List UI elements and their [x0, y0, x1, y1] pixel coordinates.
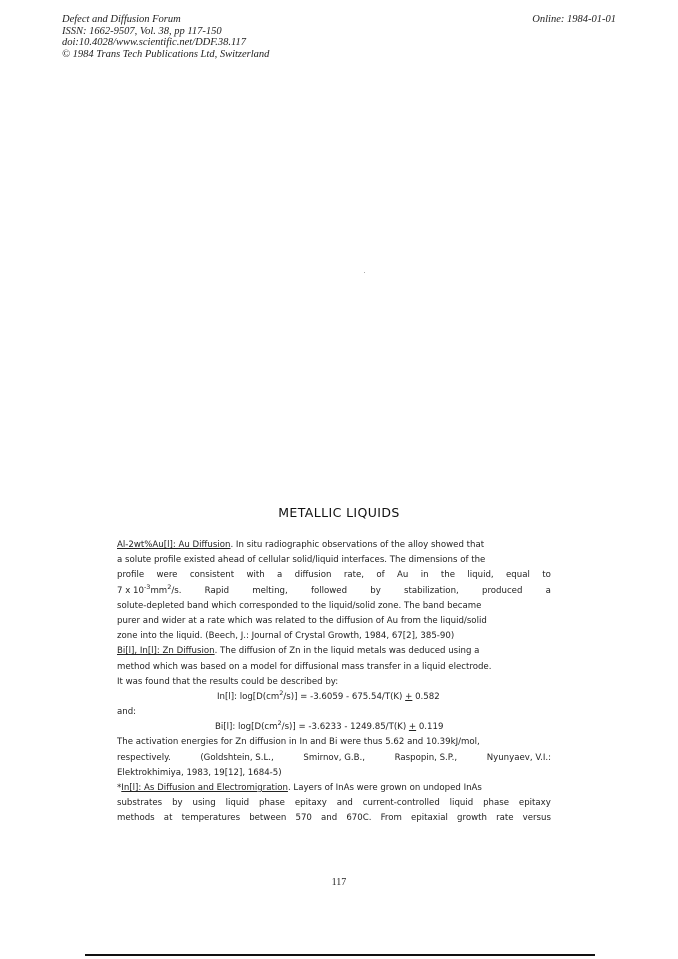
- doi-link[interactable]: doi:10.4028/www.scientific.net/DDF.38.117: [62, 37, 247, 48]
- page-number: 117: [331, 877, 347, 888]
- entry-1-line-3: profile were consistent with a diffusion rate, of Au in the liquid, equal to: [117, 570, 551, 581]
- scan-speck: [364, 272, 365, 273]
- entry-3-line-2: substrates by using liquid phase epitaxy and current-controlled liquid phase epitaxy: [117, 798, 551, 809]
- section-title: METALLIC LIQUIDS: [278, 505, 400, 520]
- entry-2-line-2: method which was based on a model for diffusional mass transfer in a liquid electrode.: [117, 661, 492, 672]
- entry-heading: Bi[l], In[l]: Zn Diffusion: [117, 646, 215, 657]
- and-connector: and:: [117, 707, 137, 718]
- entry-heading: Al-2wt%Au[l]: Au Diffusion: [117, 540, 231, 550]
- entry-2-line-1: Bi[l], In[l]: Zn Diffusion. The diffusion of Zn in the liquid metals was deduced using a: [117, 646, 480, 657]
- entry-3-line-1: *In[l]: As Diffusion and Electromigration. Layers of InAs were grown on undoped InAs: [117, 783, 482, 793]
- entry-2-line-5: respectively. (Goldshtein, S.L., Smirnov, G.B., Raspopin, S.P., Nyunyaev, V.I.:: [117, 752, 551, 763]
- copyright-notice: © 1984 Trans Tech Publications Ltd, Switzerland: [62, 48, 270, 60]
- entry-1-line-6: purer and wider at a rate which was related to the diffusion of Au from the liquid/solid: [117, 615, 487, 626]
- journal-citation-block: [62, 14, 269, 60]
- entry-heading: In[l]: As Diffusion and Electromigration: [121, 783, 288, 793]
- issn-volume-pages: ISSN: 1662-9507, Vol. 38, pp 117-150: [62, 25, 222, 37]
- equation-bi: Bi[l]: $\log[D(cm^2/s)] = -3.6233 - 1249.85/T(K) + 0.119$: [215, 719, 444, 733]
- journal-name: Defect and Diffusion Forum: [62, 14, 181, 25]
- footer-rule: [85, 954, 595, 956]
- asterisk-marker: *: [117, 783, 122, 793]
- entry-2-line-4: The activation energies for Zn diffusion in In and Bi were thus 5.62 and 10.39kJ/mol,: [117, 737, 480, 748]
- entry-1-citation: zone into the liquid. (Beech, J.: Journal of Crystal Growth, 1984, 67[2], 385-90): [117, 631, 455, 642]
- online-date: Online: 1984-01-01: [532, 14, 616, 25]
- entry-3-line-3: methods at temperatures between 570 and 670C. From epitaxial growth rate versus: [117, 813, 551, 824]
- entry-2-line-3: It was found that the results could be described by:: [117, 676, 339, 687]
- entry-1-line-1: Al-2wt%Au[l]: Au Diffusion. In situ radiographic observations of the alloy showed that: [117, 540, 485, 550]
- article-body: [117, 538, 551, 827]
- entry-2-citation: Elektrokhimiya, 1983, 19[12], 1684-5): [117, 767, 282, 778]
- entry-1-line-5: solute-depleted band which corresponded to the liquid/solid zone. The band became: [117, 600, 482, 611]
- equation-in: In[l]: $\log[D(cm^2/s)] = -3.6059 - 675.54/T(K) + 0.582$: [217, 688, 440, 702]
- entry-1-line-2: a solute profile existed ahead of cellular solid/liquid interfaces. The dimensions of the: [117, 555, 486, 566]
- entry-1-line-4: 7 x $10^{-3}mm^2/s$. Rapid melting, followed by stabilization, produced a: [117, 584, 551, 599]
- diffusion-rate-value: 7 x $10^{-3}mm^2/s$.: [117, 582, 182, 596]
